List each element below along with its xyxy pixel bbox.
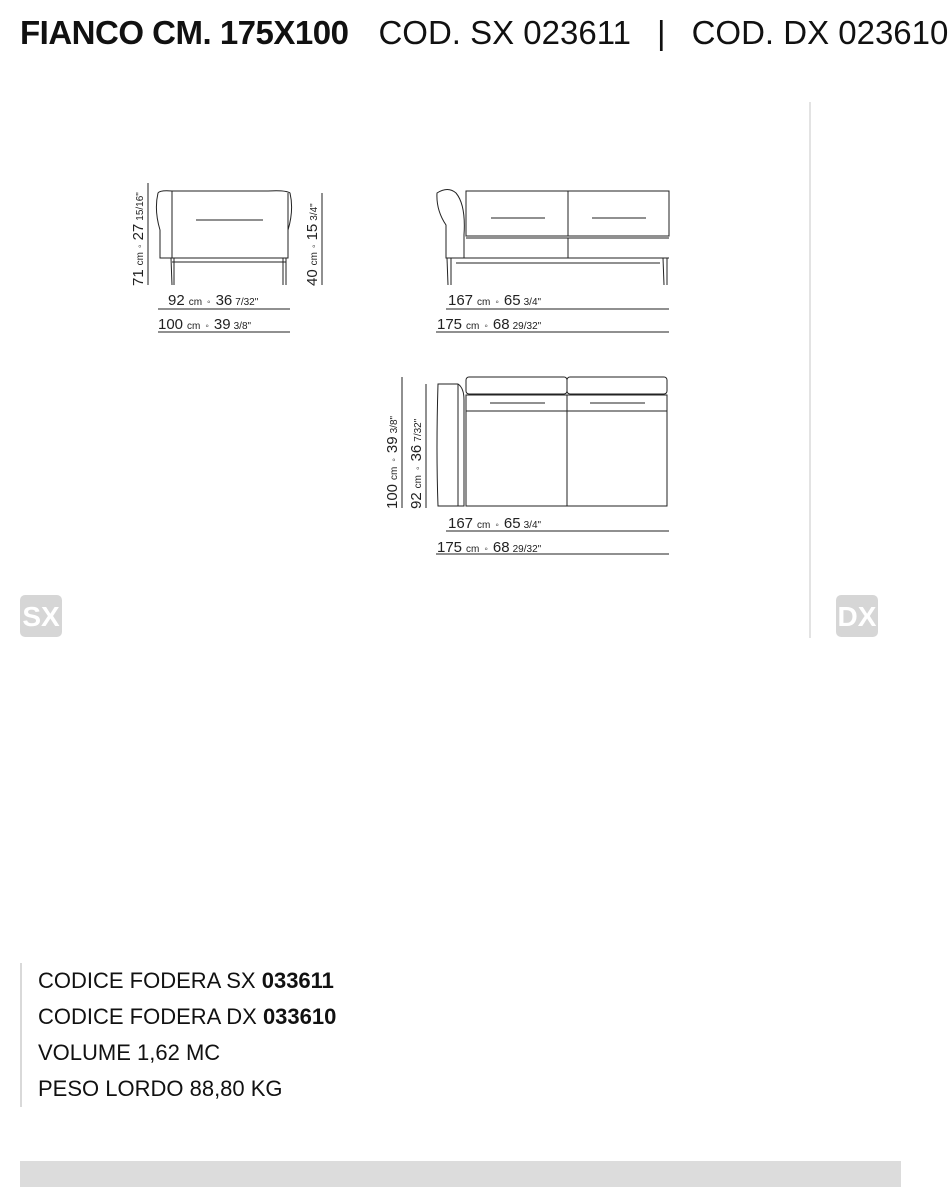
front-view-drawing: [436, 190, 669, 333]
side-seat-height-label: [304, 203, 321, 286]
footer-bar: [20, 1161, 901, 1187]
cover-sx-value: 033611: [261, 968, 334, 993]
side-view-drawing: [148, 183, 322, 332]
header-separator: |: [656, 14, 666, 51]
top-width-total-label: 175 cm ◦ 68 29/32": [437, 539, 542, 556]
cover-sx-label: CODICE FODERA SX: [38, 968, 256, 993]
cover-dx-value: 033610: [262, 1004, 337, 1029]
dx-badge: DX: [836, 595, 878, 637]
cover-code-sx-row: [38, 963, 336, 999]
cover-dx-label: CODICE FODERA DX: [38, 1004, 257, 1029]
svg-text:71cm◦2715/16": 71cm◦2715/16": [130, 192, 147, 286]
product-info: [20, 963, 336, 1107]
code-sx: COD. SX 023611: [378, 14, 631, 51]
cover-code-dx-row: [38, 999, 336, 1035]
front-width-total-label: 175 cm ◦ 68 29/32": [437, 316, 542, 333]
top-depth-inner-label: [408, 418, 425, 509]
sx-badge: SX: [20, 595, 62, 637]
side-depth-inner-label: 92 cm ◦ 36 7/32": [168, 292, 259, 309]
svg-text:100cm◦393/8": 100cm◦393/8": [384, 415, 401, 509]
top-width-inner-label: 167 cm ◦ 65 3/4": [448, 515, 542, 532]
code-dx: COD. DX 023610: [691, 14, 948, 51]
product-title: FIANCO CM. 175X100: [20, 14, 349, 51]
side-depth-total-label: 100 cm ◦ 39 3/8": [158, 316, 252, 333]
volume-row: VOLUME 1,62 MC: [38, 1040, 221, 1065]
side-height-total-label: [130, 192, 147, 286]
svg-text:92cm◦367/32": 92cm◦367/32": [408, 418, 425, 509]
svg-text:40cm◦153/4": 40cm◦153/4": [304, 203, 321, 286]
weight-row: PESO LORDO 88,80 KG: [38, 1076, 283, 1101]
front-width-inner-label: 167 cm ◦ 65 3/4": [448, 292, 542, 309]
top-depth-total-label: [384, 415, 401, 509]
